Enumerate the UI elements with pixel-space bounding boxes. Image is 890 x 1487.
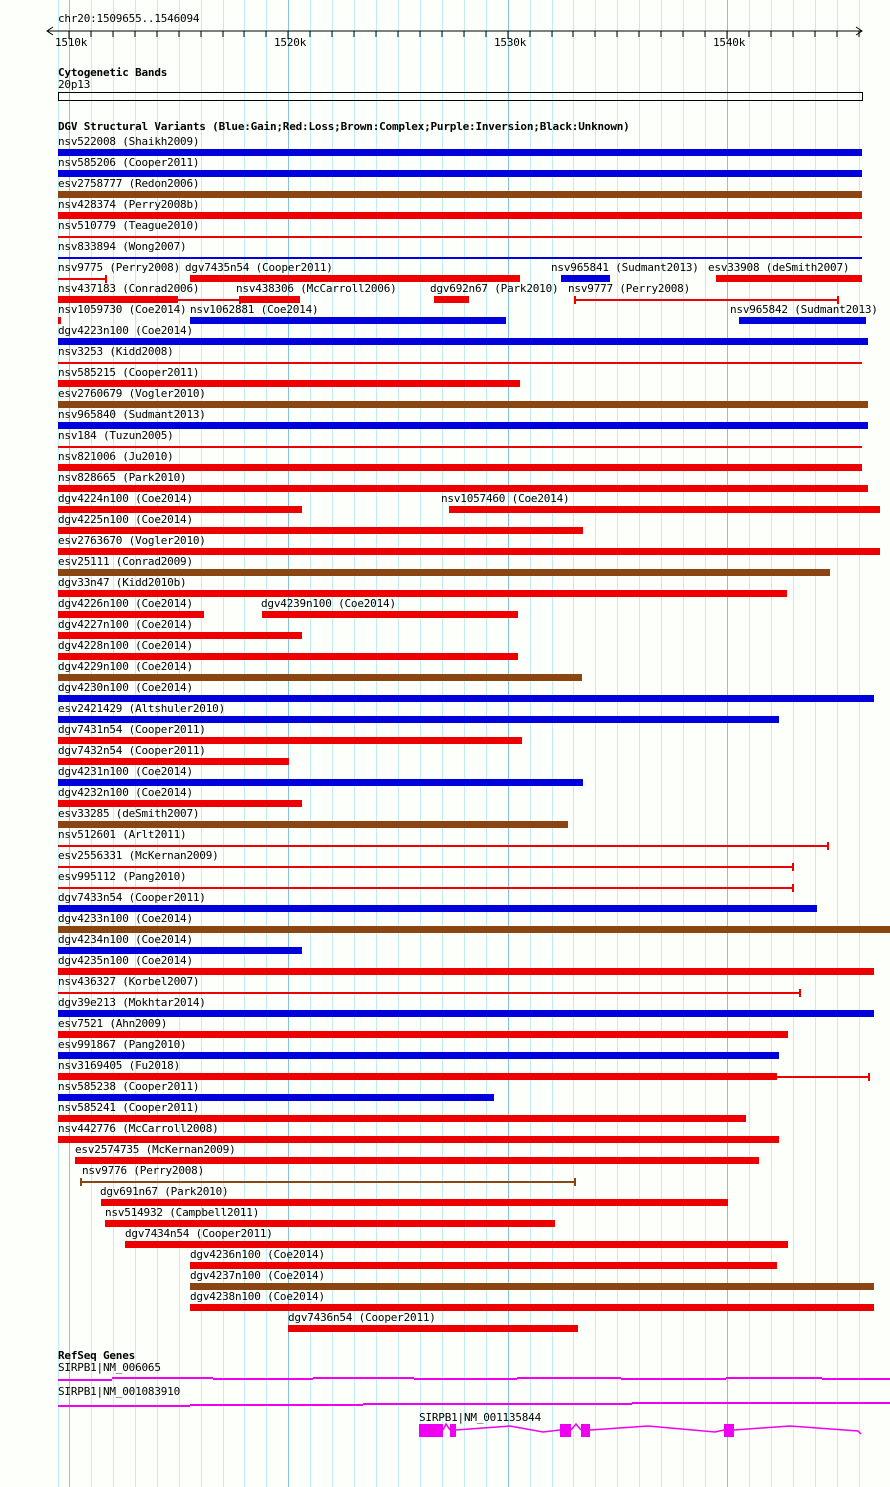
variant-bar[interactable] xyxy=(58,590,787,597)
variant-label[interactable]: dgv4237n100 (Coe2014) xyxy=(190,1269,325,1282)
variant-label[interactable]: dgv4232n100 (Coe2014) xyxy=(58,786,193,799)
variant-label[interactable]: dgv4228n100 (Coe2014) xyxy=(58,639,193,652)
variant-label[interactable]: nsv828665 (Park2010) xyxy=(58,471,187,484)
variant-bar[interactable] xyxy=(58,992,800,994)
gene-line-segment[interactable] xyxy=(213,1378,313,1380)
variant-bar-endcap xyxy=(574,296,576,304)
variant-bar[interactable] xyxy=(105,1220,555,1227)
variant-bar[interactable] xyxy=(190,1283,874,1290)
variant-label[interactable]: nsv833894 (Wong2007) xyxy=(58,240,187,253)
variant-label[interactable]: nsv965841 (Sudmant2013) xyxy=(551,261,699,274)
cytoband-box[interactable] xyxy=(58,92,863,101)
variant-bar[interactable] xyxy=(58,464,862,471)
variant-label[interactable]: dgv7436n54 (Cooper2011) xyxy=(288,1311,436,1324)
variant-bar[interactable] xyxy=(288,1325,578,1332)
variant-label[interactable]: dgv4231n100 (Coe2014) xyxy=(58,765,193,778)
variant-label[interactable]: nsv184 (Tuzun2005) xyxy=(58,429,174,442)
variant-label[interactable]: nsv438306 (McCarroll2006) xyxy=(236,282,397,295)
gridline xyxy=(837,0,838,1487)
variant-label[interactable]: nsv442776 (McCarroll2008) xyxy=(58,1122,219,1135)
variant-label[interactable]: esv33908 (deSmith2007) xyxy=(708,261,850,274)
variant-bar-endcap xyxy=(80,1178,82,1186)
gene-exon-box[interactable] xyxy=(560,1424,571,1437)
variant-bar[interactable] xyxy=(58,758,289,765)
variant-bar[interactable] xyxy=(58,1136,779,1143)
variant-label[interactable]: nsv1062881 (Coe2014) xyxy=(190,303,319,316)
variant-label[interactable]: nsv428374 (Perry2008b) xyxy=(58,198,200,211)
variant-bar[interactable] xyxy=(178,299,240,301)
variant-bar[interactable] xyxy=(262,611,518,618)
variant-bar[interactable] xyxy=(58,1010,874,1017)
variant-label[interactable]: nsv965840 (Sudmant2013) xyxy=(58,408,206,421)
variant-bar[interactable] xyxy=(58,653,518,660)
variant-bar[interactable] xyxy=(58,887,793,889)
variant-label[interactable]: dgv4230n100 (Coe2014) xyxy=(58,681,193,694)
variant-bar[interactable] xyxy=(58,716,779,723)
variant-bar[interactable] xyxy=(58,380,520,387)
variant-label[interactable]: nsv510779 (Teague2010) xyxy=(58,219,200,232)
gene-line-segment[interactable] xyxy=(112,1377,213,1379)
variant-bar[interactable] xyxy=(58,257,862,259)
variant-bar[interactable] xyxy=(58,1073,777,1080)
variant-label[interactable]: nsv585206 (Cooper2011) xyxy=(58,156,200,169)
variant-bar[interactable] xyxy=(58,845,828,847)
variant-bar[interactable] xyxy=(58,821,568,828)
gridline xyxy=(859,0,860,1487)
variant-label[interactable]: dgv4224n100 (Coe2014) xyxy=(58,492,193,505)
variant-bar[interactable] xyxy=(434,296,469,303)
variant-bar[interactable] xyxy=(58,317,61,324)
variant-bar-endcap xyxy=(868,1073,870,1081)
variant-bar[interactable] xyxy=(240,296,300,303)
variant-bar[interactable] xyxy=(575,299,838,301)
variant-bar[interactable] xyxy=(58,905,817,912)
variant-bar[interactable] xyxy=(190,275,520,282)
variant-label[interactable]: nsv522008 (Shaikh2009) xyxy=(58,135,200,148)
variant-bar-endcap xyxy=(792,863,794,871)
variant-bar-endcap xyxy=(574,1178,576,1186)
region-title: chr20:1509655..1546094 xyxy=(58,12,200,25)
variant-label[interactable]: esv25111 (Conrad2009) xyxy=(58,555,193,568)
cytoband-section-title: Cytogenetic Bands xyxy=(58,66,168,79)
variant-label[interactable]: nsv585241 (Cooper2011) xyxy=(58,1101,200,1114)
variant-label[interactable]: dgv7434n54 (Cooper2011) xyxy=(125,1227,273,1240)
variant-label[interactable]: dgv4227n100 (Coe2014) xyxy=(58,618,193,631)
variant-bar[interactable] xyxy=(58,401,868,408)
variant-label[interactable]: nsv3253 (Kidd2008) xyxy=(58,345,174,358)
variant-bar[interactable] xyxy=(58,191,862,198)
gene-line-segment[interactable] xyxy=(822,1378,890,1380)
variant-label[interactable]: dgv4239n100 (Coe2014) xyxy=(261,597,396,610)
variant-label[interactable]: nsv3169405 (Fu2018) xyxy=(58,1059,181,1072)
variant-label[interactable]: dgv7435n54 (Cooper2011) xyxy=(185,261,333,274)
variant-bar-endcap xyxy=(792,884,794,892)
ruler-tick-label: 1540k xyxy=(713,36,746,49)
variant-bar[interactable] xyxy=(190,1304,874,1311)
variant-bar-endcap xyxy=(827,842,829,850)
variant-bar[interactable] xyxy=(58,674,582,681)
variant-bar[interactable] xyxy=(58,968,874,975)
variant-label[interactable]: dgv691n67 (Park2010) xyxy=(100,1185,229,1198)
gridline xyxy=(815,0,816,1487)
variant-bar[interactable] xyxy=(58,926,890,933)
variant-label[interactable]: dgv39e213 (Mokhtar2014) xyxy=(58,996,206,1009)
variant-label[interactable]: nsv437183 (Conrad2006) xyxy=(58,282,200,295)
variant-bar[interactable] xyxy=(58,212,862,219)
variant-bar[interactable] xyxy=(58,296,178,303)
variant-label[interactable]: esv2763670 (Vogler2010) xyxy=(58,534,206,547)
variant-label[interactable]: dgv4233n100 (Coe2014) xyxy=(58,912,193,925)
variant-bar[interactable] xyxy=(58,779,583,786)
variant-label[interactable]: nsv9776 (Perry2008) xyxy=(82,1164,205,1177)
gene-exon-box[interactable] xyxy=(581,1424,590,1437)
variant-bar[interactable] xyxy=(125,1241,788,1248)
variant-label[interactable]: nsv1057460 (Coe2014) xyxy=(441,492,570,505)
variant-bar[interactable] xyxy=(58,1094,494,1101)
variant-label[interactable]: esv991867 (Pang2010) xyxy=(58,1038,187,1051)
variant-bar[interactable] xyxy=(58,611,204,618)
variant-label[interactable]: dgv4236n100 (Coe2014) xyxy=(190,1248,325,1261)
variant-bar[interactable] xyxy=(561,275,610,282)
variant-bar[interactable] xyxy=(58,506,302,513)
gene-exon-box[interactable] xyxy=(419,1424,443,1437)
gene-exon-box[interactable] xyxy=(724,1424,734,1437)
gene-label[interactable]: SIRPB1|NM_001083910 xyxy=(58,1385,181,1398)
variant-label[interactable]: dgv7433n54 (Cooper2011) xyxy=(58,891,206,904)
variant-bar[interactable] xyxy=(58,362,862,364)
variant-label[interactable]: dgv7432n54 (Cooper2011) xyxy=(58,744,206,757)
variant-label[interactable]: esv2574735 (McKernan2009) xyxy=(75,1143,236,1156)
gene-line-segment[interactable] xyxy=(58,1379,112,1381)
variant-label[interactable]: nsv514932 (Campbell2011) xyxy=(105,1206,260,1219)
variant-bar[interactable] xyxy=(58,485,868,492)
variant-label[interactable]: dgv4235n100 (Coe2014) xyxy=(58,954,193,967)
variant-label[interactable]: dgv692n67 (Park2010) xyxy=(430,282,559,295)
gene-line-segment[interactable] xyxy=(363,1403,632,1405)
variant-bar[interactable] xyxy=(58,800,302,807)
ruler-tick-label: 1530k xyxy=(494,36,527,49)
variant-label[interactable]: nsv585238 (Cooper2011) xyxy=(58,1080,200,1093)
variant-bar[interactable] xyxy=(58,422,868,429)
gene-line-segment[interactable] xyxy=(621,1378,726,1380)
variant-label[interactable]: nsv9777 (Perry2008) xyxy=(568,282,691,295)
variant-bar[interactable] xyxy=(777,1076,869,1078)
gene-line-segment[interactable] xyxy=(414,1378,517,1380)
gene-exon-box[interactable] xyxy=(450,1424,456,1437)
refseq-section-title: RefSeq Genes xyxy=(58,1349,136,1362)
cytoband-name: 20p13 xyxy=(58,78,91,91)
variant-bar[interactable] xyxy=(58,149,862,156)
variant-bar[interactable] xyxy=(449,506,880,513)
variant-label[interactable]: dgv4234n100 (Coe2014) xyxy=(58,933,193,946)
variant-bar[interactable] xyxy=(58,338,868,345)
variant-bar[interactable] xyxy=(81,1181,575,1183)
variant-label[interactable]: nsv512601 (Arlt2011) xyxy=(58,828,187,841)
variant-label[interactable]: dgv4229n100 (Coe2014) xyxy=(58,660,193,673)
gridline xyxy=(793,0,794,1487)
variant-label[interactable]: esv33285 (deSmith2007) xyxy=(58,807,200,820)
variant-bar[interactable] xyxy=(190,317,506,324)
gene-line-segment[interactable] xyxy=(517,1377,621,1379)
variant-label[interactable]: dgv7431n54 (Cooper2011) xyxy=(58,723,206,736)
variant-label[interactable]: esv2758777 (Redon2006) xyxy=(58,177,200,190)
gene-label[interactable]: SIRPB1|NM_001135844 xyxy=(419,1411,542,1424)
variant-bar[interactable] xyxy=(58,1115,746,1122)
ruler-tick-label: 1520k xyxy=(274,36,307,49)
variant-bar[interactable] xyxy=(58,632,302,639)
variant-bar[interactable] xyxy=(58,278,106,280)
variant-label[interactable]: nsv436327 (Korbel2007) xyxy=(58,975,200,988)
variant-label[interactable]: esv2421429 (Altshuler2010) xyxy=(58,702,225,715)
variant-label[interactable]: dgv4226n100 (Coe2014) xyxy=(58,597,193,610)
gene-line-segment[interactable] xyxy=(190,1404,363,1406)
variant-label[interactable]: nsv1059730 (Coe2014) xyxy=(58,303,187,316)
variant-bar[interactable] xyxy=(58,170,862,177)
variant-bar[interactable] xyxy=(75,1157,759,1164)
variant-label[interactable]: dgv4238n100 (Coe2014) xyxy=(190,1290,325,1303)
gene-line-segment[interactable] xyxy=(632,1402,890,1404)
variant-label[interactable]: nsv965842 (Sudmant2013) xyxy=(730,303,878,316)
variant-bar[interactable] xyxy=(58,1052,779,1059)
variant-bar[interactable] xyxy=(739,317,866,324)
variant-bar[interactable] xyxy=(58,1031,788,1038)
variant-label[interactable]: esv995112 (Pang2010) xyxy=(58,870,187,883)
variant-bar[interactable] xyxy=(58,527,583,534)
variant-bar[interactable] xyxy=(58,548,880,555)
variant-bar[interactable] xyxy=(58,695,874,702)
variant-bar-endcap xyxy=(799,989,801,997)
variant-bar[interactable] xyxy=(716,275,862,282)
variant-bar[interactable] xyxy=(58,569,830,576)
variant-bar[interactable] xyxy=(58,947,302,954)
variant-label[interactable]: nsv9775 (Perry2008) xyxy=(58,261,181,274)
variant-label[interactable]: dgv33n47 (Kidd2010b) xyxy=(58,576,187,589)
variant-bar[interactable] xyxy=(58,737,522,744)
variant-label[interactable]: nsv821006 (Ju2010) xyxy=(58,450,174,463)
variant-label[interactable]: dgv4225n100 (Coe2014) xyxy=(58,513,193,526)
dgv-section-title: DGV Structural Variants (Blue:Gain;Red:Loss;Brown:Complex;Purple:Inversion;Black:Unknown) xyxy=(58,120,630,133)
gene-line-segment[interactable] xyxy=(58,1405,190,1407)
gene-label[interactable]: SIRPB1|NM_006065 xyxy=(58,1361,161,1374)
gene-line-segment[interactable] xyxy=(313,1377,414,1379)
variant-label[interactable]: esv2556331 (McKernan2009) xyxy=(58,849,219,862)
variant-label[interactable]: esv7521 (Ahn2009) xyxy=(58,1017,168,1030)
variant-label[interactable]: dgv4223n100 (Coe2014) xyxy=(58,324,193,337)
variant-bar[interactable] xyxy=(58,866,793,868)
variant-label[interactable]: nsv585215 (Cooper2011) xyxy=(58,366,200,379)
variant-bar[interactable] xyxy=(101,1199,728,1206)
gene-line-segment[interactable] xyxy=(726,1377,822,1379)
variant-bar[interactable] xyxy=(58,236,862,238)
variant-label[interactable]: esv2760679 (Vogler2010) xyxy=(58,387,206,400)
variant-bar[interactable] xyxy=(58,446,862,448)
ruler-tick-label: 1510k xyxy=(55,36,88,49)
variant-bar[interactable] xyxy=(190,1262,777,1269)
